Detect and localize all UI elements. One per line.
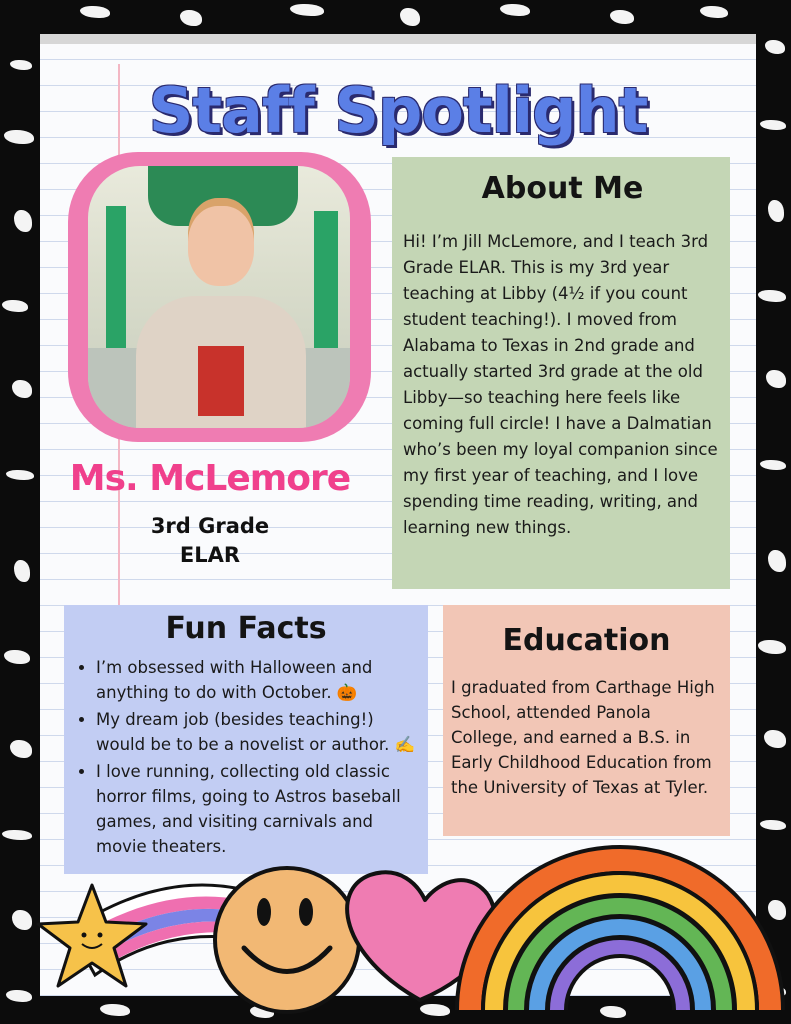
about-me-text: Hi! I’m Jill McLemore, and I teach 3rd Grade ELAR. This is my 3rd year teaching at Libby (4½ if you count student teaching!). I moved from Alabama to Texas in 2nd grade and actually started 3rd grade at the old Libby—so teaching here feels like coming full circle! I have a Dalmatian who’s been my loyal companion since my first year of teaching, and I love spending time reading, writing, and learning new things. bbox=[403, 232, 718, 537]
teacher-role-grade: 3rd Grade bbox=[150, 514, 270, 538]
page-title: Staff Spotlight bbox=[148, 74, 648, 147]
education-heading: Education bbox=[502, 623, 671, 658]
about-me-heading: About Me bbox=[481, 171, 644, 206]
list-item: • I love running, collecting old classic horror films, going to Astros baseball games, and visiting carnivals and movie theaters. bbox=[96, 759, 418, 859]
education-text: I graduated from Carthage High School, attended Panola College, and earned a B.S. in Early Childhood Education from the University of Texas at Tyler. bbox=[451, 678, 715, 797]
fun-facts-heading: Fun Facts bbox=[165, 611, 327, 646]
list-item: • I’m obsessed with Halloween and anything to do with October. 🎃 bbox=[96, 655, 418, 705]
teacher-role-subject: ELAR bbox=[179, 543, 241, 567]
list-item: • My dream job (besides teaching!) would be to be a novelist or author. ✍️ bbox=[96, 707, 418, 757]
rainbow-icon bbox=[470, 860, 770, 1010]
teacher-name: Ms. McLemore bbox=[69, 458, 351, 499]
smiley-face-icon bbox=[215, 868, 359, 1012]
